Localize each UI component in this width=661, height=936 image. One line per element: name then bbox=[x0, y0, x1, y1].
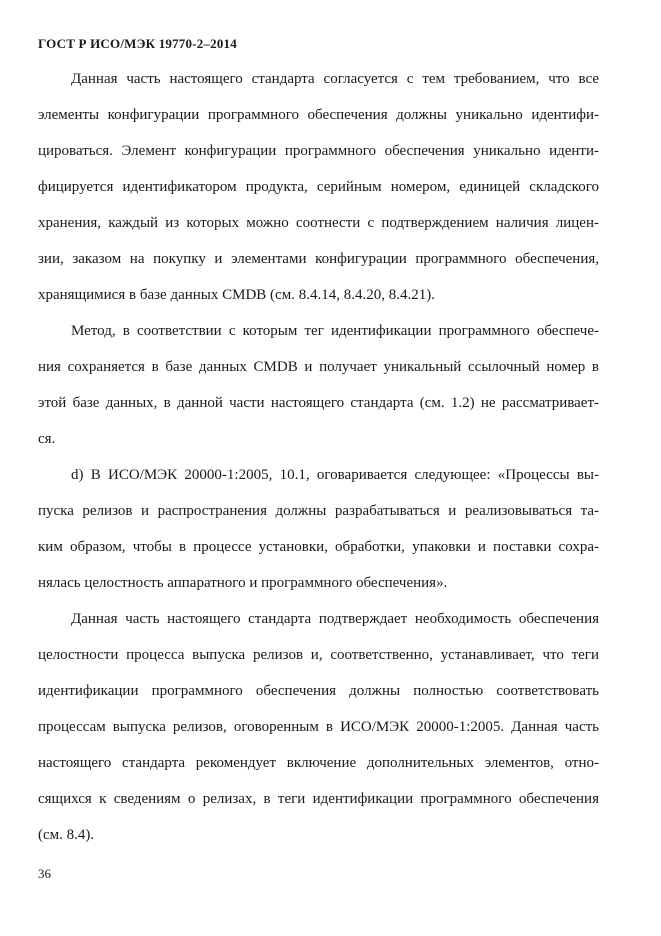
text-line: (см. 8.4). bbox=[38, 827, 95, 843]
text-line: хранящимися в базе данных CMDB (см. 8.4.14, 8.4.20, 8.4.21). bbox=[38, 287, 435, 303]
text-line: нялась целостность аппаратного и программного обеспечения». bbox=[38, 575, 448, 591]
text-line: ким образом, чтобы в процессе установки, обработки, упаковки и поставки сохра- bbox=[38, 539, 599, 555]
text-line: d) В ИСО/МЭК 20000-1:2005, 10.1, оговаривается следующее: «Процессы вы- bbox=[71, 467, 599, 483]
text-line: ния сохраняется в базе данных CMDB и получает уникальный ссылочный номер в bbox=[38, 359, 599, 375]
text-line: Метод, в соответствии с которым тег идентификации программного обеспече- bbox=[71, 323, 599, 339]
text-line: настоящего стандарта рекомендует включение дополнительных элементов, отно- bbox=[38, 755, 599, 771]
paragraph-2 bbox=[38, 313, 599, 457]
text-line: целостности процесса выпуска релизов и, соответственно, устанавливает, что теги bbox=[38, 647, 599, 663]
document-body bbox=[38, 61, 599, 853]
text-line: элементы конфигурации программного обеспечения должны уникально идентифи- bbox=[38, 107, 599, 123]
text-line: этой базе данных, в данной части настоящего стандарта (см. 1.2) не рассматривает- bbox=[38, 395, 599, 411]
text-line: фицируется идентификатором продукта, серийным номером, единицей складского bbox=[38, 179, 599, 195]
text-line: Данная часть настоящего стандарта согласуется с тем требованием, что все bbox=[71, 71, 599, 87]
text-line: ся. bbox=[38, 431, 56, 447]
text-line: процессам выпуска релизов, оговоренным в ИСО/МЭК 20000-1:2005. Данная часть bbox=[38, 719, 599, 735]
text-line: пуска релизов и распространения должны разрабатываться и реализовываться та- bbox=[38, 503, 599, 519]
text-line: Данная часть настоящего стандарта подтверждает необходимость обеспечения bbox=[71, 611, 599, 627]
text-line: сящихся к сведениям о релизах, в теги идентификации программного обеспечения bbox=[38, 791, 599, 807]
page-number: 36 bbox=[38, 866, 51, 881]
paragraph-4 bbox=[38, 601, 599, 853]
text-line: идентификации программного обеспечения должны полностью соответствовать bbox=[38, 683, 599, 699]
paragraph-3 bbox=[38, 457, 599, 601]
paragraph-1 bbox=[38, 61, 599, 313]
document-header: ГОСТ Р ИСО/МЭК 19770-2–2014 bbox=[38, 36, 237, 51]
text-line: цироваться. Элемент конфигурации программного обеспечения уникально иденти- bbox=[38, 143, 599, 159]
text-line: хранения, каждый из которых можно соотнести с подтверждением наличия лицен- bbox=[38, 215, 599, 231]
text-line: зии, заказом на покупку и элементами конфигурации программного обеспечения, bbox=[38, 251, 599, 267]
